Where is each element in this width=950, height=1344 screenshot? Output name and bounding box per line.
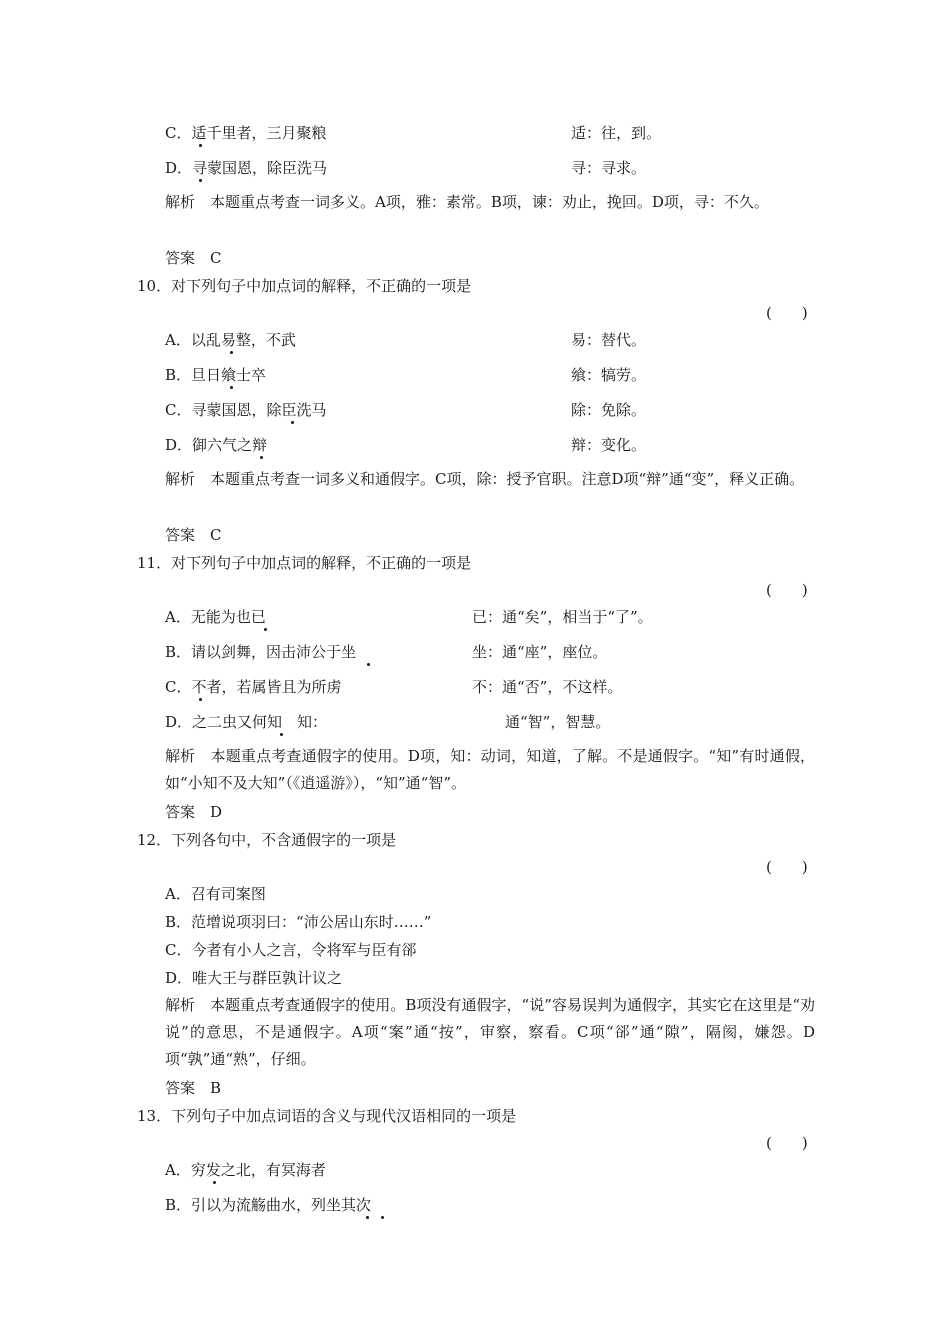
q9-option-c: C．适千里者，三月聚粮	[165, 124, 327, 142]
q10-option-c: C．寻蒙国恩，除臣洗马	[165, 401, 327, 419]
q11-analysis: 解析 本题重点考查通假字的使用。D项，知：动词，知道，了解。不是通假字。“知”有时通假，如“小知不及大知”（《逍遥游》），“知”通“智”。	[165, 747, 815, 792]
q9-option-d: D．寻蒙国恩，除臣洗马	[165, 159, 328, 177]
q11-answer: 答案 D	[165, 803, 223, 821]
q10-gloss-c: 除：免除。	[571, 401, 647, 419]
q9-answer: 答案 C	[165, 249, 222, 267]
q11-gloss-b: 坐：通“座”，座位。	[472, 643, 608, 661]
q11-gloss-a: 已：通“矣”，相当于“了”。	[472, 608, 653, 626]
q12-analysis: 解析 本题重点考查通假字的使用。B项没有通假字，“说”容易误判为通假字，其实它在这里是“劝说”的意思，不是通假字。A项“案”通“按”，审察，察看。C项“郤”通“隙”，隔阂，嫌怨。D项“孰”通“熟”，仔细。	[165, 996, 815, 1068]
emphasis-dot	[230, 386, 233, 389]
emphasis-dot	[381, 1216, 384, 1219]
q9-analysis: 解析 本题重点考查一词多义。A项，雅：素常。B项，谏：劝止，挽回。D项，寻：不久。	[165, 193, 769, 211]
emphasis-dot	[367, 663, 370, 666]
q11-gloss-c: 不：通“否”，不这样。	[472, 678, 623, 696]
q13-option-a: A．穷发之北，有冥海者	[165, 1161, 326, 1179]
q13-answer-bracket: ( )	[766, 1134, 808, 1152]
q9-gloss-c: 适：往，到。	[571, 124, 662, 142]
emphasis-dot	[264, 628, 267, 631]
q12-option-c: C．今者有小人之言，令将军与臣有郤	[165, 941, 417, 959]
q10-answer-bracket: ( )	[766, 304, 808, 322]
q12-answer: 答案 B	[165, 1079, 222, 1097]
q13-stem: 13．下列句子中加点词语的含义与现代汉语相同的一项是	[137, 1107, 517, 1125]
emphasis-dot	[280, 733, 283, 736]
q11-option-b: B．请以剑舞，因击沛公于坐	[165, 643, 357, 661]
q11-option-a: A．无能为也已	[165, 608, 266, 626]
q10-option-b: B．旦日飨士卒	[165, 366, 267, 384]
q12-answer-bracket: ( )	[766, 858, 808, 876]
q12-option-a: A．召有司案图	[165, 885, 266, 903]
emphasis-dot	[199, 144, 202, 147]
q12-stem: 12．下列各句中，不含通假字的一项是	[137, 831, 397, 849]
q11-gloss-d: 通“智”，智慧。	[505, 713, 611, 731]
emphasis-dot	[230, 351, 233, 354]
q10-option-a: A．以乱易整，不武	[165, 331, 296, 349]
emphasis-dot	[260, 456, 263, 459]
emphasis-dot	[199, 698, 202, 701]
q9-gloss-d: 寻：寻求。	[571, 159, 647, 177]
q11-option-c: C．不者，若属皆且为所虏	[165, 678, 342, 696]
q11-answer-bracket: ( )	[766, 581, 808, 599]
q11-stem: 11．对下列句子中加点词的解释，不正确的一项是	[137, 554, 472, 572]
emphasis-dot	[213, 1181, 216, 1184]
q10-option-d: D．御六气之辩	[165, 436, 268, 454]
q10-gloss-d: 辩：变化。	[571, 436, 647, 454]
q10-analysis: 解析 本题重点考查一词多义和通假字。C项，除：授予官职。注意D项“辩”通“变”，释义正确。	[165, 470, 805, 488]
q10-answer: 答案 C	[165, 526, 222, 544]
q12-option-d: D．唯大王与群臣孰计议之	[165, 969, 343, 987]
q12-option-b: B．范增说项羽曰：“沛公居山东时……”	[165, 913, 432, 931]
q11-option-d: D．之二虫又何知 知：	[165, 713, 328, 731]
emphasis-dot	[366, 1216, 369, 1219]
q10-stem: 10．对下列句子中加点词的解释，不正确的一项是	[137, 277, 472, 295]
q10-gloss-a: 易：替代。	[571, 331, 647, 349]
q10-gloss-b: 飨：犒劳。	[571, 366, 647, 384]
emphasis-dot	[291, 421, 294, 424]
q13-option-b: B．引以为流觞曲水，列坐其次	[165, 1196, 372, 1214]
emphasis-dot	[199, 179, 202, 182]
